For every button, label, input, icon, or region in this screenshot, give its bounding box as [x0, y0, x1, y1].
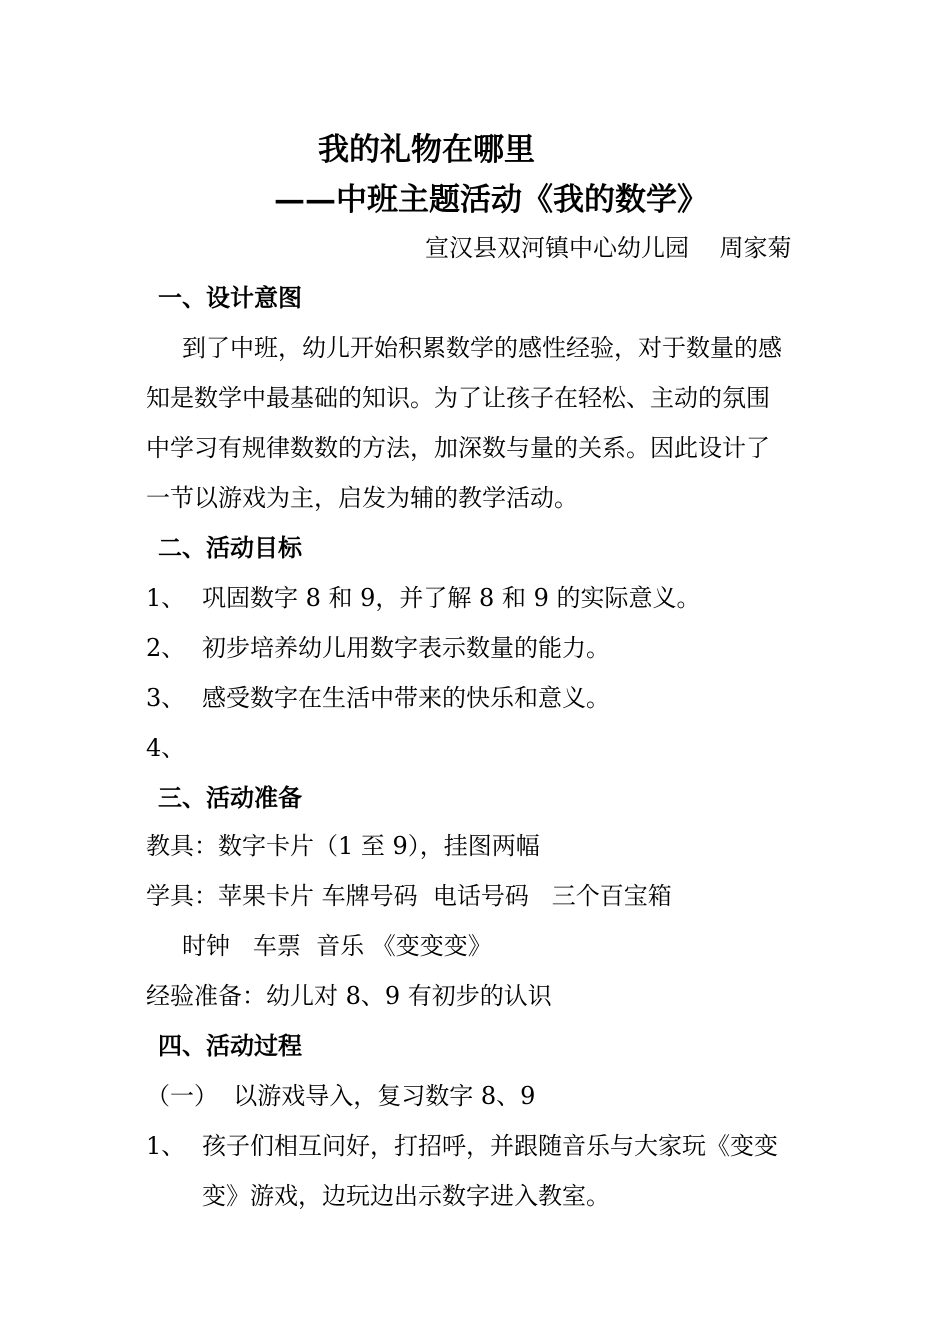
- step-text: 孩子们相互问好，打招呼，并跟随音乐与大家玩《变变: [202, 1132, 778, 1160]
- experience-preparation: 经验准备：幼儿对 8、9 有初步的认识: [146, 982, 552, 1010]
- goal-text: 巩固数字 8 和 9，并了解 8 和 9 的实际意义。: [202, 584, 701, 612]
- step-text-continued: 变》游戏，边玩边出示数字进入教室。: [202, 1182, 610, 1210]
- goal-text: 初步培养幼儿用数字表示数量的能力。: [202, 634, 610, 662]
- section1-paragraph-line-1: 到了中班，幼儿开始积累数学的感性经验，对于数量的感: [182, 334, 782, 362]
- goal-number: 2、: [146, 634, 186, 662]
- document-subtitle: ——中班主题活动《我的数学》: [274, 182, 708, 218]
- goal-item: [146, 682, 610, 714]
- goal-item: [146, 582, 700, 614]
- goal-number: 3、: [146, 684, 186, 712]
- part1-heading: （一） 以游戏导入，复习数字 8、9: [146, 1082, 536, 1110]
- goal-text: 感受数字在生活中带来的快乐和意义。: [202, 684, 610, 712]
- learning-aids-continued: 时钟 车票 音乐 《变变变》: [182, 932, 492, 960]
- learning-aids: 学具：苹果卡片 车牌号码 电话号码 三个百宝箱: [146, 882, 672, 910]
- goal-item: [146, 732, 202, 764]
- section2-heading: 二、活动目标: [158, 533, 302, 562]
- step-number: 1、: [146, 1132, 186, 1160]
- section1-paragraph-line-4: 一节以游戏为主，启发为辅的教学活动。: [146, 484, 578, 512]
- document-author: 宣汉县双河镇中心幼儿园 周家菊: [425, 234, 792, 262]
- goal-item: [146, 632, 610, 664]
- section4-heading: 四、活动过程: [158, 1031, 302, 1060]
- section1-heading: 一、设计意图: [158, 283, 302, 312]
- section3-heading: 三、活动准备: [158, 783, 302, 812]
- goal-number: 1、: [146, 584, 186, 612]
- section1-paragraph-line-3: 中学习有规律数数的方法，加深数与量的关系。因此设计了: [146, 434, 770, 462]
- teaching-aids: 教具：数字卡片（1 至 9），挂图两幅: [146, 832, 540, 860]
- goal-number: 4、: [146, 734, 186, 762]
- document-title: 我的礼物在哪里: [318, 132, 535, 168]
- section1-paragraph-line-2: 知是数学中最基础的知识。为了让孩子在轻松、主动的氛围: [146, 384, 770, 412]
- step-item: [146, 1130, 778, 1162]
